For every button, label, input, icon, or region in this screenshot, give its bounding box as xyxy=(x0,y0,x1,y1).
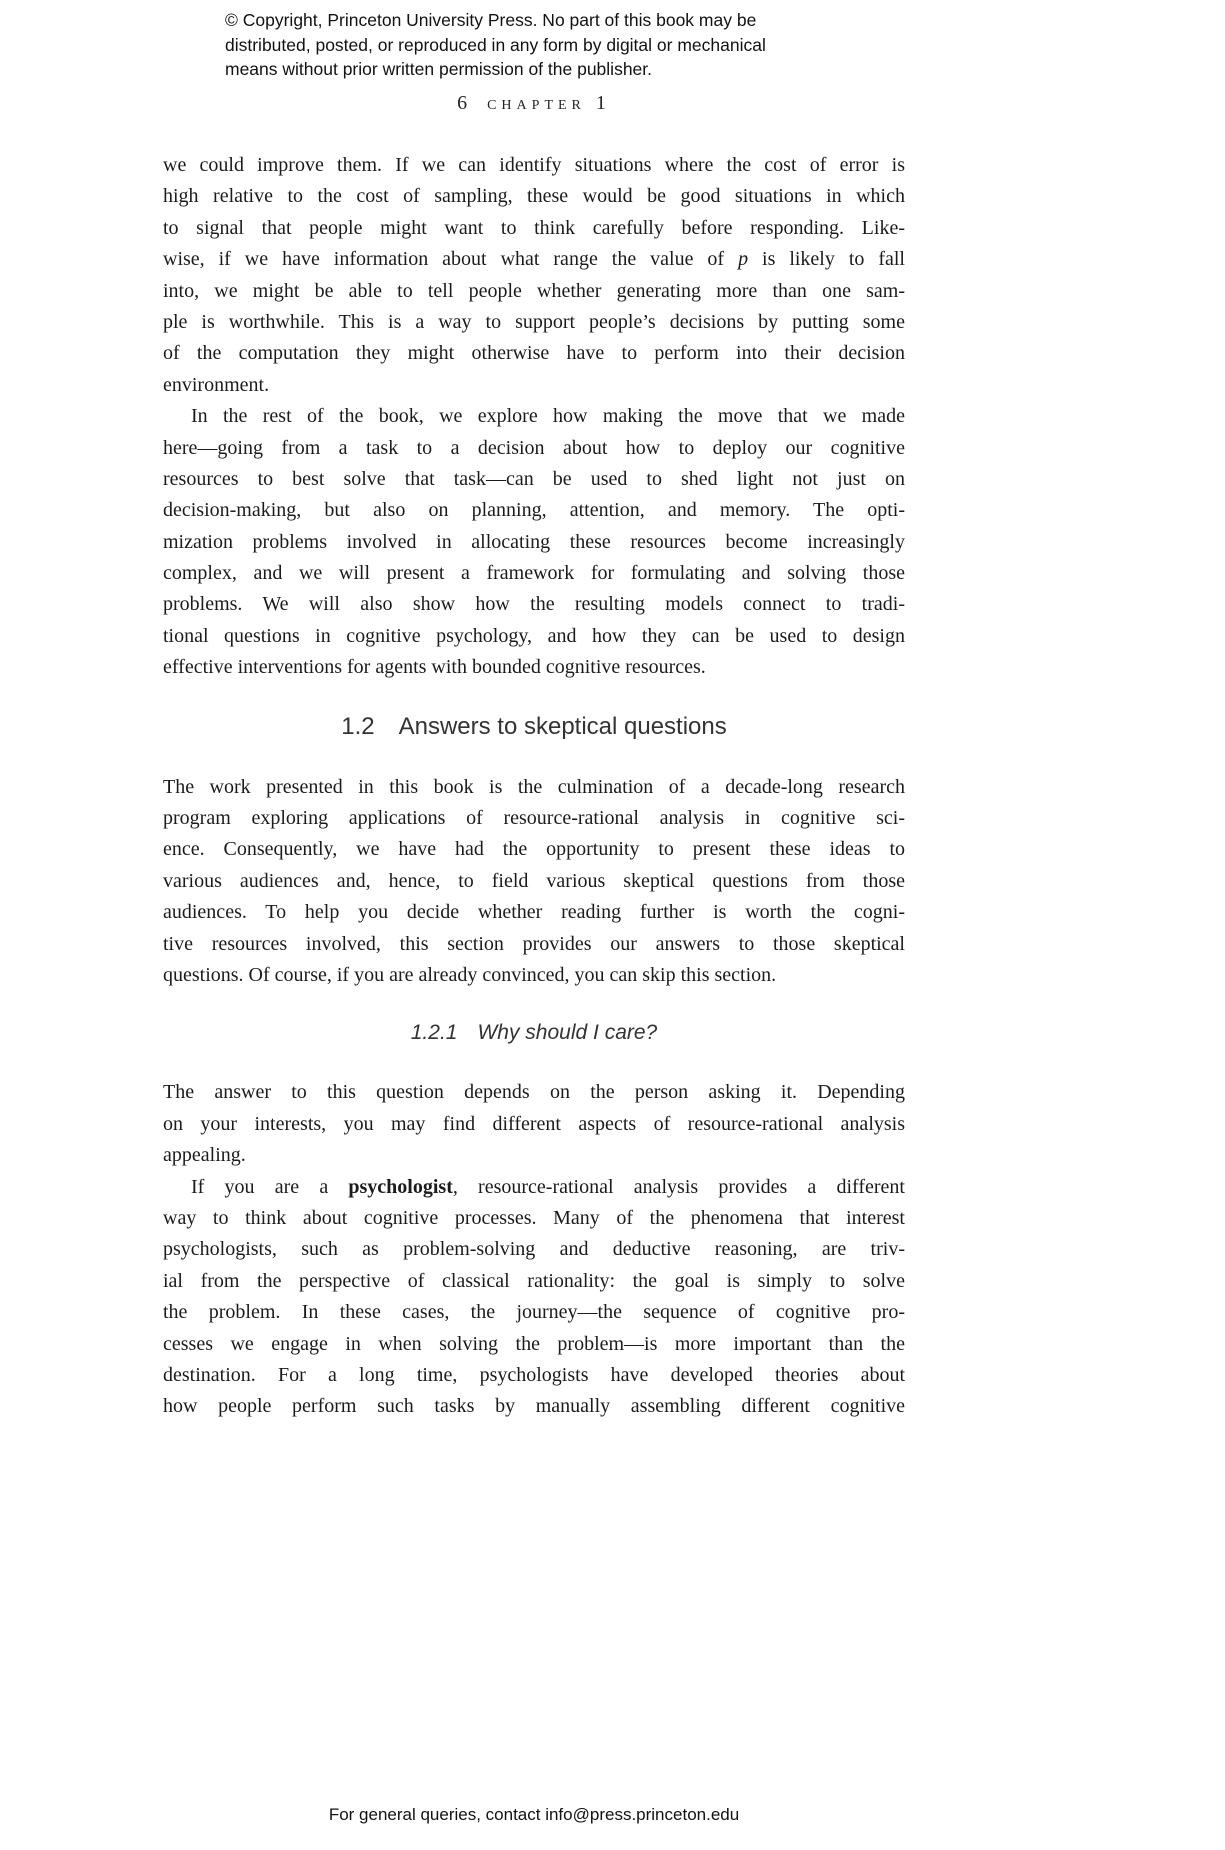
text-line: cesses we engage in when solving the problem—is more important than the xyxy=(163,1332,905,1355)
running-head xyxy=(163,92,905,115)
text-line: resources to best solve that task—can be used to shed light not just on xyxy=(163,467,905,490)
paragraph xyxy=(163,150,905,401)
chapter-label: chapter 1 xyxy=(487,92,611,114)
text-line: how people perform such tasks by manually assembling different cognitive xyxy=(163,1395,905,1418)
paragraph xyxy=(163,772,905,992)
paragraph xyxy=(163,401,905,684)
body-content xyxy=(163,150,905,1423)
copyright-line: © Copyright, Princeton University Press. No part of this book may be xyxy=(225,10,757,30)
text-line: to signal that people might want to think carefully before responding. Like- xyxy=(163,216,905,239)
text-line: destination. For a long time, psychologists have developed theories about xyxy=(163,1363,905,1386)
text-line: tional questions in cognitive psychology, and how they can be used to design xyxy=(163,624,905,647)
text-line: If you are a psychologist, resource-rational analysis provides a different xyxy=(191,1175,905,1198)
text-line: The answer to this question depends on the person asking it. Depending xyxy=(163,1081,905,1104)
paragraph xyxy=(163,1172,905,1423)
text-line: program exploring applications of resource-rational analysis in cognitive sci- xyxy=(163,807,905,830)
text-line: The work presented in this book is the culmination of a decade-long research xyxy=(163,775,905,798)
subsection-heading xyxy=(163,1021,905,1045)
text-line: into, we might be able to tell people whether generating more than one sam- xyxy=(163,279,905,302)
text-line: high relative to the cost of sampling, these would be good situations in which xyxy=(163,185,905,208)
heading-number: 1.2 xyxy=(341,712,375,740)
text-line: the problem. In these cases, the journey—the sequence of cognitive pro- xyxy=(163,1301,905,1324)
text-line: appealing. xyxy=(163,1144,246,1167)
heading-title: Why should I care? xyxy=(477,1021,658,1045)
heading-number: 1.2.1 xyxy=(410,1021,458,1045)
text-line: way to think about cognitive processes. Many of the phenomena that interest xyxy=(163,1206,905,1229)
text-line: effective interventions for agents with bounded cognitive resources. xyxy=(163,656,706,679)
paragraph xyxy=(163,1077,905,1171)
text-line: questions. Of course, if you are already convinced, you can skip this section. xyxy=(163,963,777,986)
footer-contact: For general queries, contact info@press.princeton.edu xyxy=(328,1805,740,1824)
text-line: we could improve them. If we can identify situations where the cost of error is xyxy=(163,154,905,176)
text-line: here—going from a task to a decision about how to deploy our cognitive xyxy=(163,436,905,459)
text-line: tive resources involved, this section provides our answers to those skeptical xyxy=(163,932,905,955)
page-number: 6 xyxy=(457,92,468,114)
text-line: wise, if we have information about what range the value of p is likely to fall xyxy=(163,248,905,271)
text-line: ence. Consequently, we have had the opportunity to present these ideas to xyxy=(163,838,905,861)
text-line: complex, and we will present a framework for formulating and solving those xyxy=(163,562,905,585)
text-line: ple is worthwhile. This is a way to support people’s decisions by putting some xyxy=(163,310,905,333)
text-line: audiences. To help you decide whether reading further is worth the cogni- xyxy=(163,901,905,924)
heading-title: Answers to skeptical questions xyxy=(398,712,727,740)
text-line: decision-making, but also on planning, attention, and memory. The opti- xyxy=(163,499,905,522)
text-line: psychologists, such as problem-solving and deductive reasoning, are triv- xyxy=(163,1238,905,1261)
text-line: In the rest of the book, we explore how making the move that we made xyxy=(191,405,905,428)
text-line: mization problems involved in allocating these resources become increasingly xyxy=(163,530,905,553)
text-line: various audiences and, hence, to field various skeptical questions from those xyxy=(163,869,905,892)
copyright-line: distributed, posted, or reproduced in any form by digital or mechanical xyxy=(225,34,766,55)
text-line: ial from the perspective of classical rationality: the goal is simply to solve xyxy=(163,1269,905,1292)
text-line: on your interests, you may find different aspects of resource-rational analysis xyxy=(163,1112,905,1135)
copyright-line: means without prior written permission of the publisher. xyxy=(225,59,653,79)
text-line: environment. xyxy=(163,373,270,396)
section-heading xyxy=(163,713,905,741)
text-line: problems. We will also show how the resulting models connect to tradi- xyxy=(163,593,905,616)
text-line: of the computation they might otherwise have to perform into their decision xyxy=(163,342,905,365)
copyright-notice xyxy=(225,8,766,82)
